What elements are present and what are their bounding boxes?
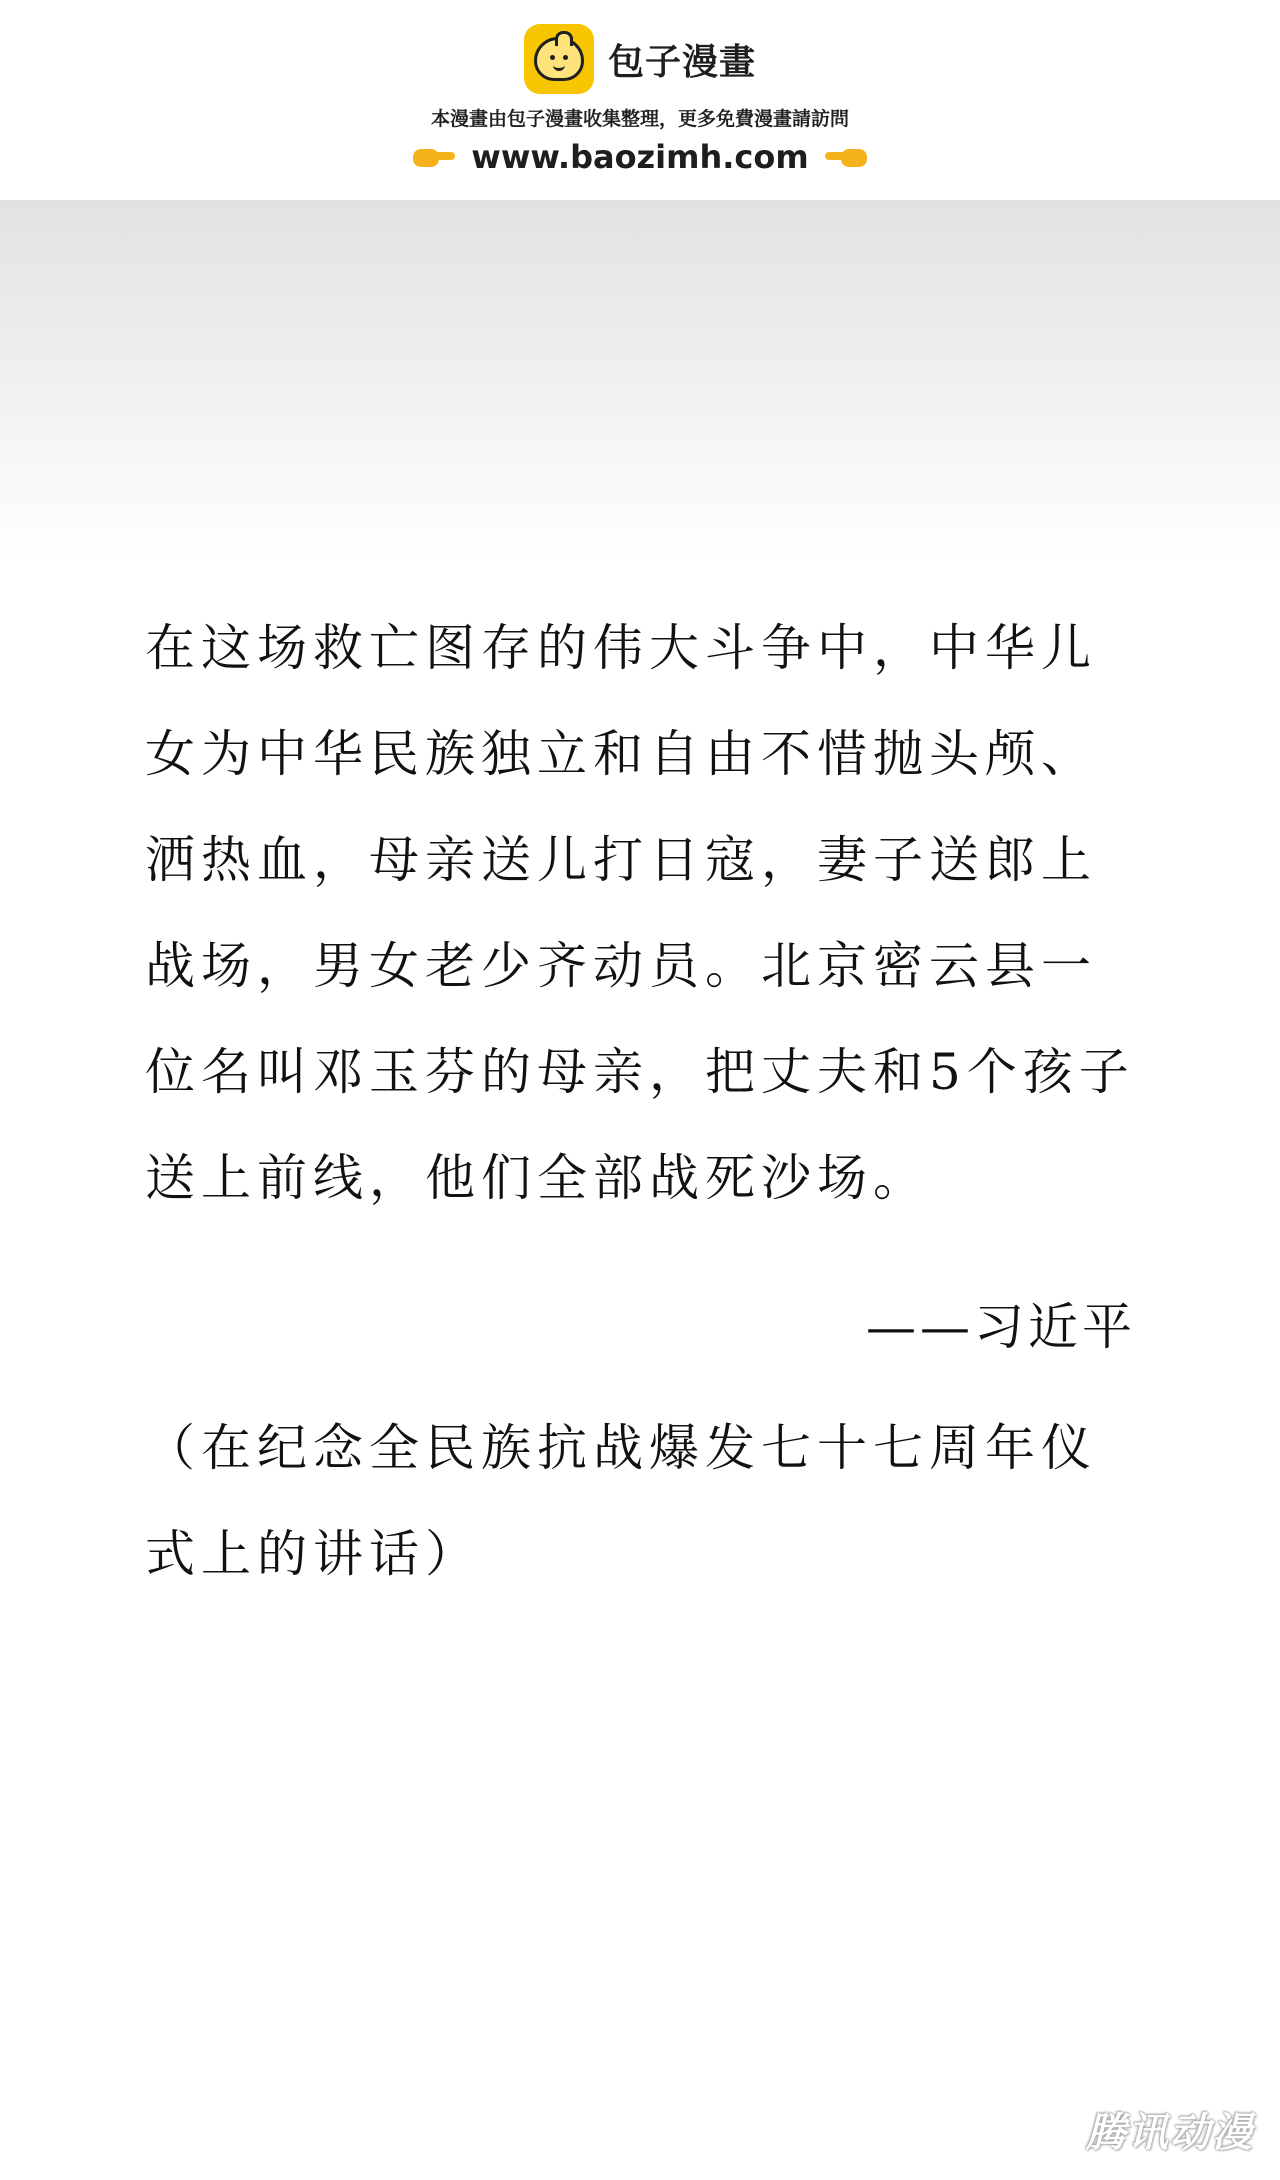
brand-logo-row[interactable] (0, 22, 1280, 96)
hand-pointing-right-icon (413, 146, 457, 168)
bun-mascot-icon (524, 24, 594, 94)
site-header (0, 0, 1280, 200)
quote-source-note: （在纪念全民族抗战爆发七十七周年仪式上的讲话） (145, 1419, 1097, 1583)
publisher-watermark: 腾讯动漫 (1086, 2110, 1254, 2156)
quote-paragraph: 在这场救亡图存的伟大斗争中，中华儿女为中华民族独立和自由不惜抛头颅、洒热血，母亲送儿打日寇，妻子送郎上战场，男女老少齐动员。北京密云县一位名叫邓玉芬的母亲，把丈夫和5个孩子送上前线，他们全部战死沙场。 (145, 619, 1135, 1207)
page-top-gradient (0, 200, 1280, 560)
brand-name: 包子漫畫 (607, 41, 756, 83)
site-url-link[interactable]: www.baozimh.com (471, 138, 809, 176)
hand-pointing-left-icon (823, 146, 867, 168)
quote-attribution: ——习近平 (866, 1298, 1136, 1356)
collection-notice: 本漫畫由包子漫畫收集整理，更多免費漫畫請訪問 (430, 108, 849, 130)
site-url-row[interactable] (0, 134, 1280, 180)
